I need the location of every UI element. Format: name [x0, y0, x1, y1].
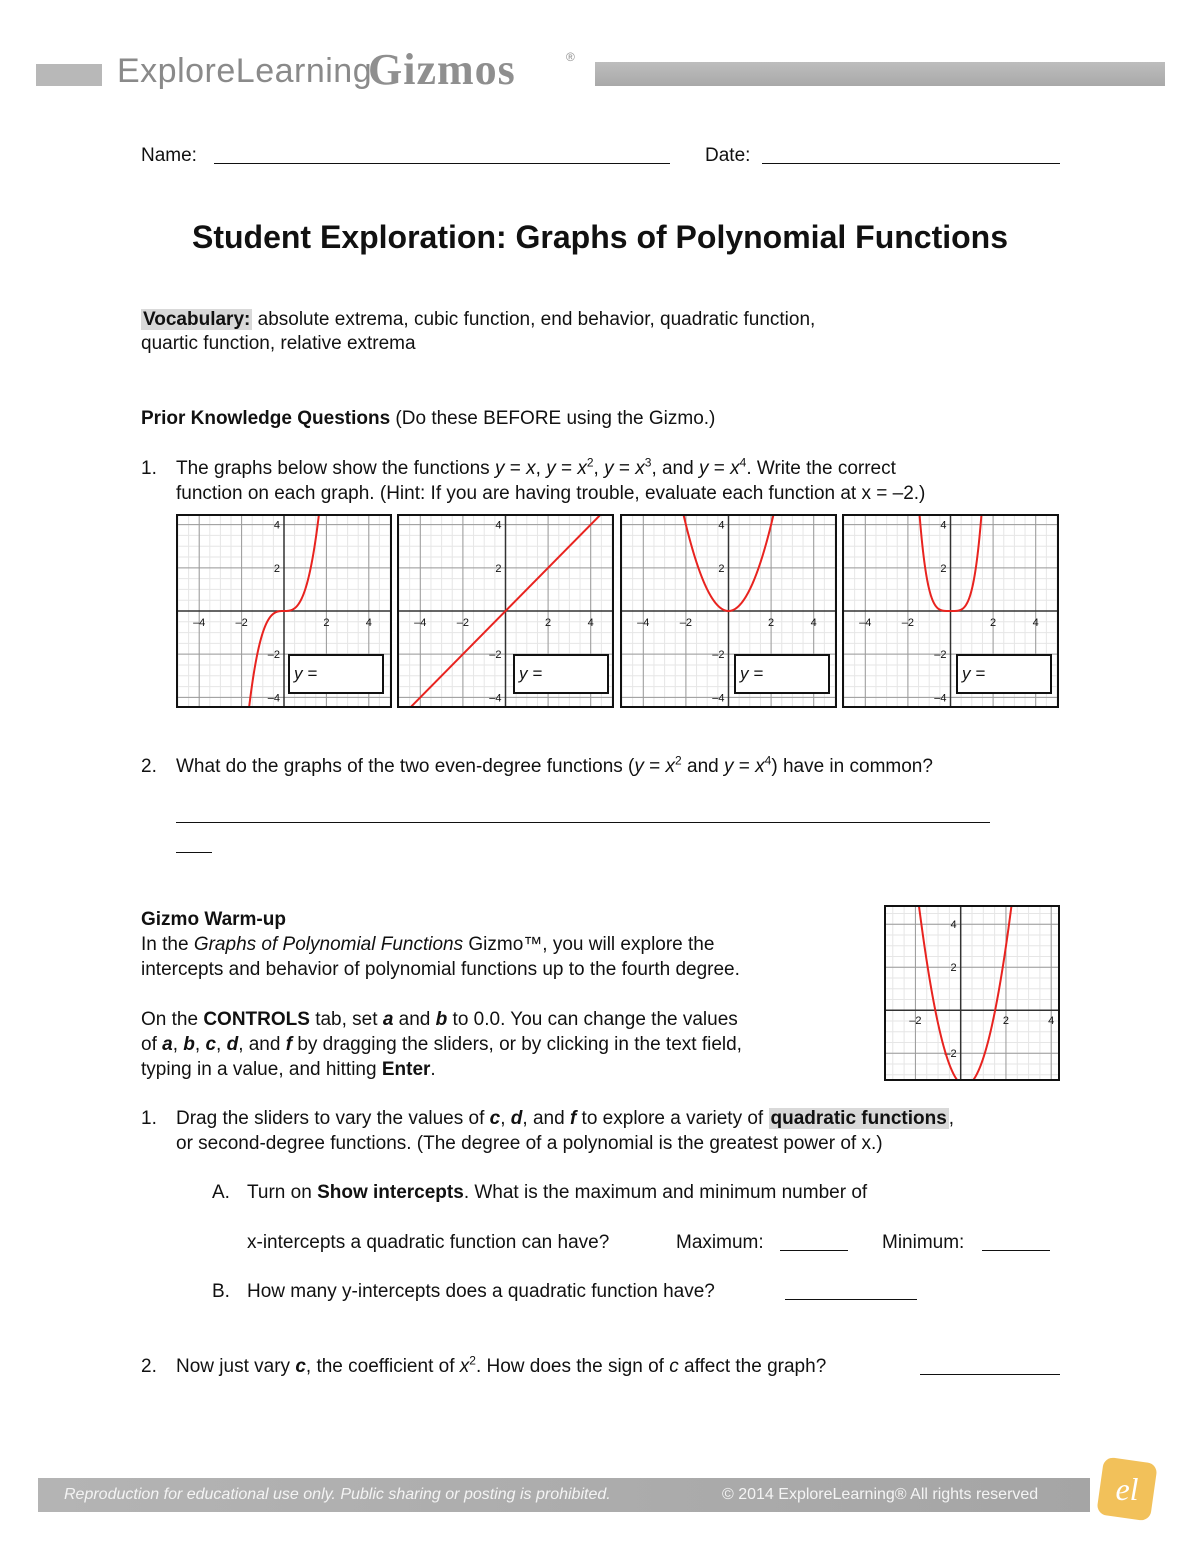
y-tick-label: 4	[273, 519, 280, 532]
warmup-qA-line1	[247, 1180, 867, 1205]
brand-registered-mark: ®	[566, 50, 575, 64]
prior-q2-number: 2.	[141, 756, 157, 777]
brand-explorelearning: ExploreLearning	[117, 52, 373, 90]
warmup-heading: Gizmo Warm-up	[141, 909, 286, 930]
graph-3-answer-box[interactable]: y =	[734, 654, 830, 694]
var-a: a	[162, 1034, 173, 1055]
graph-4-answer-box[interactable]: y =	[956, 654, 1052, 694]
w-p2-d: to 0.0. You can change the values	[447, 1009, 738, 1030]
w-q1-d: ,	[948, 1108, 955, 1129]
y-tick-label: –4	[489, 692, 502, 705]
var-b: b	[183, 1034, 195, 1055]
var-c: c	[295, 1356, 306, 1377]
prior-q2-answer-line-2[interactable]	[176, 830, 212, 853]
quadratic-functions-highlight: quadratic functions	[770, 1108, 947, 1129]
x-tick-label: –4	[637, 617, 650, 629]
var-x: x	[665, 756, 676, 777]
date-field[interactable]	[762, 141, 1060, 164]
var-y: y	[634, 756, 644, 777]
date-label: Date:	[705, 145, 751, 166]
var-f: f	[285, 1034, 293, 1055]
x-tick-label: –4	[193, 617, 206, 629]
graph-3	[620, 514, 837, 708]
var-y: y	[604, 458, 614, 479]
y-tick-label: 4	[950, 919, 957, 932]
var-y: y	[698, 458, 709, 479]
vocabulary-line1	[141, 307, 815, 332]
prior-heading-bold: Prior Knowledge Questions	[141, 408, 391, 429]
y-tick-label: 4	[940, 519, 947, 532]
warmup-q1-number: 1.	[141, 1108, 157, 1129]
w-qA-a: Turn on	[247, 1182, 318, 1203]
maximum-answer-line[interactable]	[780, 1228, 848, 1251]
y-tick-label: –4	[934, 692, 947, 705]
y-tick-label: –2	[267, 649, 280, 662]
x-tick-label: 4	[810, 617, 817, 629]
y-tick-label: –2	[489, 649, 502, 662]
y-tick-label: –4	[712, 692, 725, 705]
x-tick-label: 2	[323, 617, 330, 629]
w-q2-c: . How does the sign of	[475, 1356, 670, 1377]
var-x: x	[526, 458, 536, 479]
prior-knowledge-heading	[141, 406, 715, 431]
graph-1-answer-box[interactable]: y =	[288, 654, 384, 694]
y-tick-label: 2	[718, 562, 725, 575]
warmup-q2-text: Now just vary c, the coefficient of $x^2$. How does the sign of c affect the graph?	[176, 1353, 827, 1377]
w-p2-c: and	[393, 1009, 436, 1030]
var-x: x	[635, 458, 645, 479]
y-tick-label: –2	[944, 1048, 957, 1061]
y-tick-label: –2	[934, 649, 947, 662]
y-tick-label: –2	[712, 649, 725, 662]
w-p2-i: .	[430, 1059, 436, 1080]
maximum-label: Maximum:	[676, 1232, 764, 1253]
graph-4	[842, 514, 1059, 708]
w-p2-e: of	[141, 1034, 163, 1055]
vocabulary-label: Vocabulary:	[143, 309, 251, 330]
y-tick-label: 2	[273, 562, 280, 575]
x-tick-label: –2	[901, 617, 915, 629]
q2-answer-line[interactable]	[920, 1352, 1060, 1375]
name-field[interactable]	[214, 141, 670, 164]
y-tick-label: 4	[718, 519, 725, 532]
var-x: x	[459, 1356, 470, 1377]
x-tick-label: 2	[1002, 1015, 1010, 1028]
x-tick-label: 4	[1048, 1015, 1055, 1028]
gizmo-title: Graphs of Polynomial Functions	[193, 934, 464, 955]
prior-q1-line1: The graphs below show the functions y = x, $y = x^2$, $y = x^3$, and $y = x^4$. Write the correct	[176, 455, 896, 479]
q1-text-a: The graphs below show the functions	[176, 458, 495, 479]
w-p2-g: by dragging the sliders, or by clicking in the text field,	[292, 1034, 742, 1055]
var-c: c	[489, 1108, 501, 1129]
w-p2-b: tab, set	[309, 1009, 383, 1030]
name-label: Name:	[141, 145, 197, 166]
w-p2-h: typing in a value, and hitting	[141, 1059, 382, 1080]
warmup-q2-number: 2.	[141, 1356, 157, 1377]
w-p1-b: Gizmo™, you will explore the	[463, 934, 715, 955]
warmup-p1-line2: intercepts and behavior of polynomial functions up to the fourth degree.	[141, 959, 740, 980]
w-q1-b: , and	[522, 1108, 570, 1129]
x-tick-label: –2	[679, 617, 693, 629]
w-p1-a: In the	[141, 934, 194, 955]
var-x: x	[755, 756, 765, 777]
warmup-p1-line1	[141, 932, 714, 957]
var-b: b	[435, 1009, 448, 1030]
warmup-qB-text: How many y-intercepts does a quadratic function have?	[247, 1281, 715, 1302]
warmup-graph	[884, 905, 1060, 1081]
var-y: y	[724, 756, 734, 777]
var-y: y	[546, 458, 556, 479]
warmup-p2-line2: of a, b, c, d, and f by dragging the sliders, or by clicking in the text field,	[141, 1034, 742, 1055]
page-title: Student Exploration: Graphs of Polynomial Functions	[191, 219, 1009, 255]
prior-q2-answer-line[interactable]	[176, 800, 990, 823]
var-x: x	[730, 458, 740, 479]
qB-answer-line[interactable]	[785, 1277, 917, 1300]
prior-q1-number: 1.	[141, 458, 157, 479]
var-d: d	[510, 1108, 523, 1129]
warmup-p2-line3	[141, 1057, 436, 1082]
var-d: d	[226, 1034, 239, 1055]
minimum-answer-line[interactable]	[982, 1228, 1050, 1251]
y-tick-label: 2	[940, 562, 947, 575]
brand-gizmos: Gizmos	[368, 45, 516, 94]
warmup-qB-letter: B.	[212, 1281, 230, 1302]
x-tick-label: –2	[909, 1015, 922, 1028]
explorelearning-logo-icon	[1094, 1456, 1160, 1522]
q1-text-b: . Write the correct	[746, 458, 896, 479]
svg-text:el: el	[1115, 1471, 1139, 1507]
x-tick-label: 4	[587, 617, 594, 629]
q2-text-a: What do the graphs of the two even-degree functions (	[176, 756, 635, 777]
header-bar-left	[36, 64, 102, 86]
var-c: c	[205, 1034, 217, 1055]
warmup-graph-svg	[886, 907, 1058, 1079]
x-tick-label: 4	[365, 617, 372, 629]
footer-copyright: © 2014 ExploreLearning® All rights reserved	[722, 1486, 1039, 1503]
vocabulary-terms: absolute extrema, cubic function, end behavior, quadratic function,	[252, 309, 816, 330]
x-tick-label: –2	[456, 617, 470, 629]
footer-notice: Reproduction for educational use only. Public sharing or posting is prohibited.	[64, 1486, 611, 1503]
y-tick-label: 2	[495, 562, 502, 575]
x-tick-label: –4	[414, 617, 427, 629]
graph-2-answer-box[interactable]: y =	[513, 654, 609, 694]
warmup-q1-line1: Drag the sliders to vary the values of c, d, and f to explore a variety of quadratic functions ,	[176, 1108, 955, 1129]
warmup-qA-letter: A.	[212, 1182, 230, 1203]
x-tick-label: –4	[859, 617, 872, 629]
controls-tab-ref: CONTROLS	[203, 1009, 310, 1030]
var-c: c	[669, 1356, 679, 1377]
x-tick-label: –2	[235, 617, 248, 629]
var-a: a	[382, 1009, 394, 1030]
show-intercepts-ref: Show intercepts	[317, 1182, 464, 1203]
w-q2-d: affect the graph?	[678, 1356, 827, 1377]
y-tick-label: 2	[950, 962, 957, 975]
minimum-label: Minimum:	[882, 1232, 965, 1253]
w-qA-b: . What is the maximum and minimum number of	[463, 1182, 868, 1203]
y-tick-label: 4	[495, 519, 502, 532]
prior-q2-text: What do the graphs of the two even-degree functions ($y = x^2$ and $y = x^4$) have in common?	[176, 753, 933, 777]
warmup-q1-line2: or second-degree functions. (The degree of a polynomial is the greatest power of x.)	[176, 1133, 883, 1154]
w-p2-a: On the	[141, 1009, 204, 1030]
var-x: x	[577, 458, 587, 479]
w-q1-a: Drag the sliders to vary the values of	[176, 1108, 490, 1129]
w-q2-a: Now just vary	[176, 1356, 296, 1377]
enter-key-ref: Enter	[381, 1059, 431, 1080]
warmup-qA-line2: x-intercepts a quadratic function can have?	[247, 1232, 610, 1253]
graph-2	[397, 514, 614, 708]
y-tick-label: –4	[267, 692, 280, 705]
w-p2-f: , and	[238, 1034, 286, 1055]
x-tick-label: 2	[990, 617, 997, 629]
x-tick-label: 4	[1032, 617, 1039, 629]
vocabulary-line2: quartic function, relative extrema	[141, 333, 416, 354]
graph-1	[176, 514, 392, 708]
x-tick-label: 2	[768, 617, 775, 629]
q2-text-b: ) have in common?	[771, 756, 933, 777]
var-y: y	[494, 458, 505, 479]
x-tick-label: 2	[545, 617, 552, 629]
w-q2-b: , the coefficient of	[305, 1356, 460, 1377]
prior-q1-line2: function on each graph. (Hint: If you are having trouble, evaluate each function at x = –2.)	[176, 483, 926, 504]
var-f: f	[569, 1108, 577, 1129]
header-bar-right	[595, 62, 1165, 86]
warmup-p2-line1	[141, 1007, 738, 1032]
w-q1-c: to explore a variety of	[576, 1108, 769, 1129]
prior-heading-note: (Do these BEFORE using the Gizmo.)	[390, 408, 716, 429]
